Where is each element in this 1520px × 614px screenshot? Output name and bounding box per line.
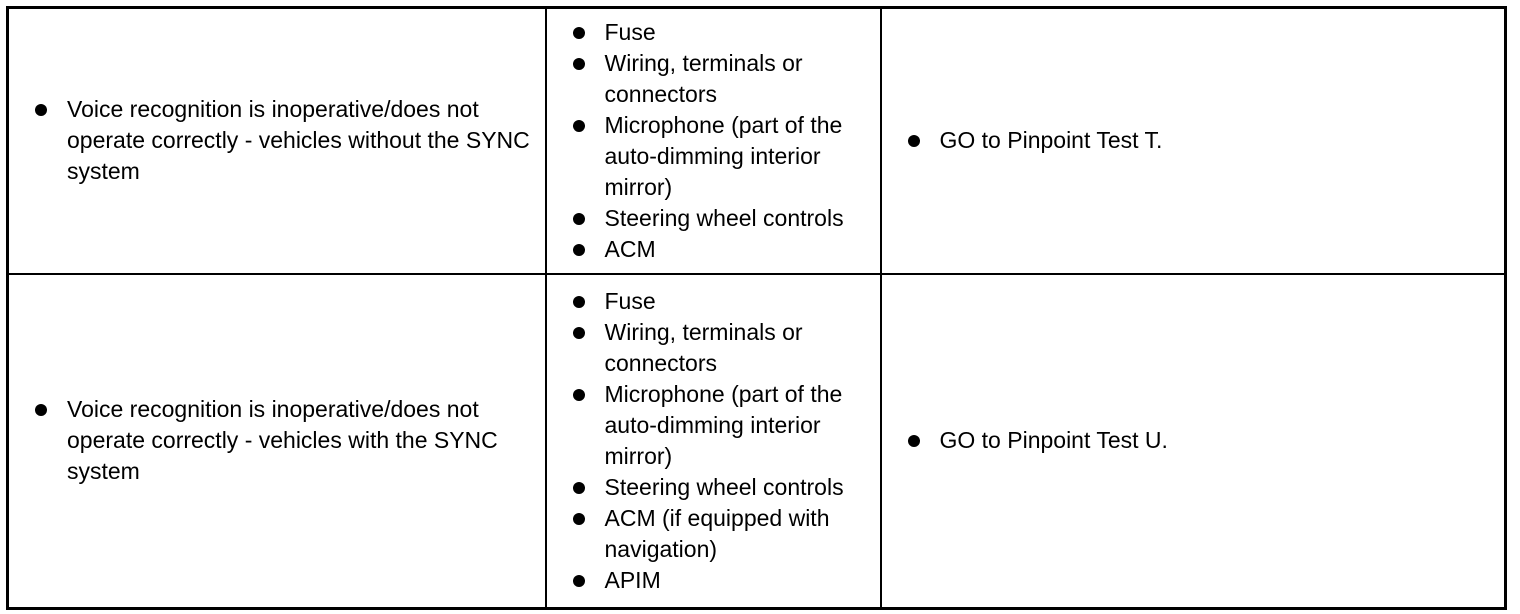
table-row [8,8,1506,274]
possible-sources-list [547,286,880,596]
possible-sources-list [547,17,880,265]
action-list [882,125,1505,156]
action-cell [881,274,1506,609]
action-item: GO to Pinpoint Test T. [940,125,1505,156]
source-item: Fuse [605,17,874,48]
condition-cell [8,274,546,609]
source-item: Microphone (part of the auto-dimming interior mirror) [605,110,874,203]
source-item: Wiring, terminals or connectors [605,317,874,379]
action-item: GO to Pinpoint Test U. [940,425,1505,456]
source-item: APIM [605,565,874,596]
condition-item: Voice recognition is inoperative/does not operate correctly - vehicles with the SYNC system [67,394,537,487]
source-item: Fuse [605,286,874,317]
condition-cell [8,8,546,274]
condition-list [9,394,545,487]
source-item: Steering wheel controls [605,203,874,234]
possible-sources-cell [546,274,881,609]
source-item: ACM (if equipped with navigation) [605,503,874,565]
symptom-chart-table [6,6,1507,610]
condition-item: Voice recognition is inoperative/does not operate correctly - vehicles without the SYNC system [67,94,537,187]
source-item: Steering wheel controls [605,472,874,503]
table-row [8,274,1506,609]
source-item: ACM [605,234,874,265]
source-item: Microphone (part of the auto-dimming interior mirror) [605,379,874,472]
possible-sources-cell [546,8,881,274]
source-item: Wiring, terminals or connectors [605,48,874,110]
action-cell [881,8,1506,274]
action-list [882,425,1505,456]
condition-list [9,94,545,187]
